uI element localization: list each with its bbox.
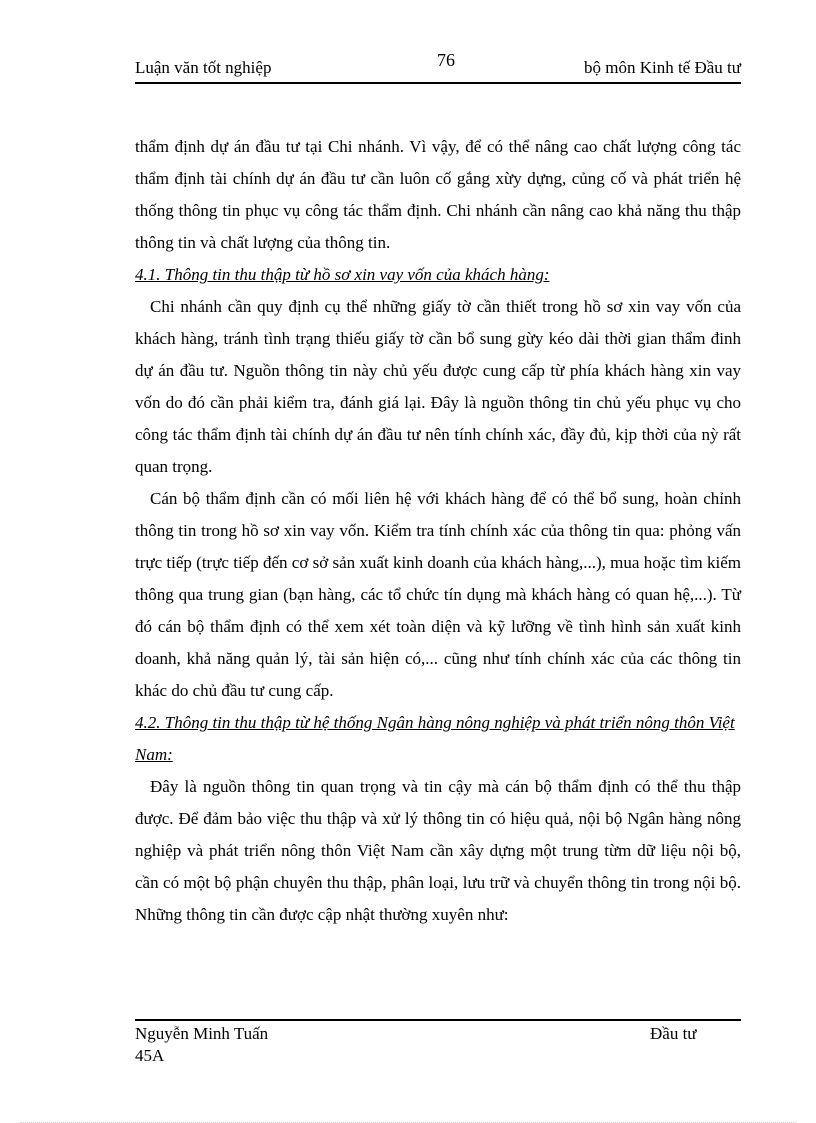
paragraph-4-1-a: Chi nhánh cần quy định cụ thể những giấy tờ cần thiết trong hồ sơ xin vay vốn của khách hàng, tránh tình trạng thiếu giấy tờ cần bổ sung gừy kéo dài thời gian thẩm đinh dự án đầu tư. Nguồn thông tin này chủ yếu được cung cấp từ phía khách hàng xin vay vốn do đó cần phải kiểm tra, đánh giá lại. Đây là nguồn thông tin chủ yếu phục vụ cho công tác thẩm định tài chính dự án đầu tư nên tính chính xác, đầy đủ, kịp thời của nỳ rất quan trọng. <box>135 297 741 476</box>
paragraph-intro: thẩm định dự án đầu tư tại Chi nhánh. Vì vậy, để có thể nâng cao chất lượng công tác thẩm định tài chính dự án đầu tư cần luôn cố gắng xừy dựng, củng cố và phát triển hệ thống thông tin phục vụ công tác thẩm định. Chi nhánh cần nâng cao khả năng thu thập thông tin và chất lượng của thông tin. <box>135 137 741 252</box>
header-thesis-title: Luận văn tốt nghiệp <box>135 58 272 77</box>
page-header <box>135 58 741 84</box>
paragraph-4-1-b: Cán bộ thẩm định cần có mối liên hệ với khách hàng để có thể bổ sung, hoàn chỉnh thông tin trong hồ sơ xin vay vốn. Kiểm tra tính chính xác của thông tin qua: phỏng vấn trực tiếp (trực tiếp đến cơ sở sản xuất kinh doanh của khách hàng,...), mua hoặc tìm kiếm thông qua trung gian (bạn hàng, các tổ chức tín dụng mà khách hàng có quan hệ,...). Từ đó cán bộ thẩm định có thể xem xét toàn diện và kỹ lưỡng về tình hình sản xuất kinh doanh, khả năng quản lý, tài sản hiện có,... cũng như tính chính xác của các thông tin khác do chủ đầu tư cung cấp. <box>135 489 741 700</box>
footer-class: 45A <box>135 1046 165 1065</box>
section-heading-4-2: 4.2. Thông tin thu thập từ hệ thống Ngân hàng nông nghiệp và phát triển nông thôn Việt Nam: <box>135 713 735 764</box>
section-heading-4-1: 4.1. Thông tin thu thập từ hồ sơ xin vay vốn của khách hàng: <box>135 265 550 284</box>
page-number: 76 <box>437 50 455 70</box>
footer-author: Nguyễn Minh Tuấn <box>135 1024 269 1043</box>
paragraph-4-2: Đây là nguồn thông tin quan trọng và tin cậy mà cán bộ thẩm định có thể thu thập được. Để đảm bảo việc thu thập và xử lý thông tin có hiệu quả, nội bộ Ngân hàng nông nghiệp và phát triển nông thôn Việt Nam cần xây dựng một trung từm dữ liệu nội bộ, cần có một bộ phận chuyên thu thập, phân loại, lưu trữ và chuyển thông tin trong nội bộ. Những thông tin cần được cập nhật thường xuyên như: <box>135 777 741 924</box>
footer-divider <box>135 1019 741 1021</box>
document-body <box>135 131 741 931</box>
footer-department: Đầu tư <box>650 1024 697 1043</box>
header-department: bộ môn Kinh tế Đầu tư <box>583 58 741 77</box>
